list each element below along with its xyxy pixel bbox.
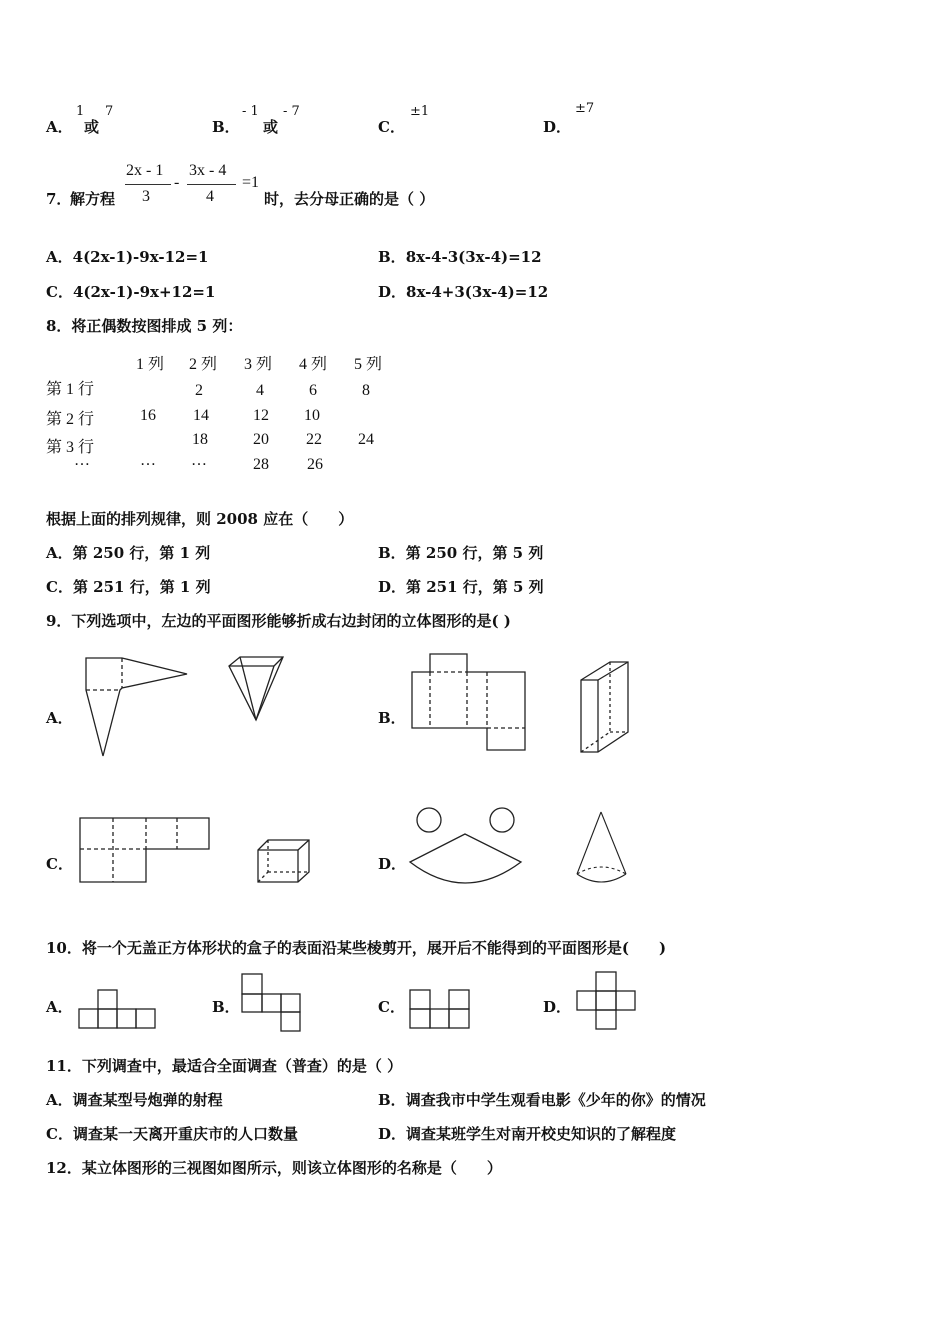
q8-cell: 10 xyxy=(304,407,320,424)
q6-option-b-joiner: 或 xyxy=(263,118,279,136)
q8-cell: 2 xyxy=(195,382,203,399)
q7-frac2-denominator: 4 xyxy=(206,188,214,205)
q9-option-c-label[interactable]: C． xyxy=(46,855,73,873)
q8-row-label-4: … xyxy=(74,452,90,469)
q8-option-c-letter: C． xyxy=(46,578,73,596)
q8-col-header-3: 3 列 xyxy=(244,356,273,373)
q6-option-b-num2: - 7 xyxy=(283,104,300,119)
q7-option-c-letter: C． xyxy=(46,283,73,301)
q8-option-d-text: 第 251 行，第 5 列 xyxy=(406,578,544,596)
q9-a-net-figure xyxy=(84,656,194,760)
q7-minus: - xyxy=(174,174,180,191)
q8-option-c[interactable] xyxy=(46,576,211,597)
q8-option-a-letter: A． xyxy=(46,544,73,562)
q8-col-header-2: 2 列 xyxy=(189,356,218,373)
q7-option-a-text: 4(2x-1)-9x-12=1 xyxy=(72,248,209,266)
q8-col-header-1: 1 列 xyxy=(136,356,165,373)
q7-option-d[interactable] xyxy=(378,281,548,302)
q10-option-a-label[interactable]: A． xyxy=(46,998,73,1016)
q6-option-c-letter: C． xyxy=(378,118,405,136)
q10-option-d-label[interactable]: D． xyxy=(543,998,572,1016)
q8-option-b[interactable] xyxy=(378,542,543,563)
q10-a-net-figure xyxy=(78,988,158,1030)
q8-cell: 20 xyxy=(253,431,269,448)
q7-option-a-letter: A． xyxy=(46,248,73,266)
q8-cell: 4 xyxy=(256,382,264,399)
q6-option-a-joiner: 或 xyxy=(84,118,100,136)
q6-option-d-letter: D． xyxy=(543,118,572,136)
q8-cell: 12 xyxy=(253,407,269,424)
q6-option-a[interactable] xyxy=(46,116,73,137)
q9-b-solid-figure xyxy=(578,660,634,754)
q8-question: 根据上面的排列规律，则 2008 应在（ ） xyxy=(46,510,354,528)
q8-row-label-1: 第 1 行 xyxy=(46,381,95,398)
q6-option-d[interactable] xyxy=(543,116,571,137)
q7-suffix: 时，去分母正确的是（ ） xyxy=(264,190,435,208)
q7-frac1-bar xyxy=(125,184,171,185)
q9-d-net-figure xyxy=(404,804,528,886)
q11-option-c-letter: C． xyxy=(46,1125,73,1143)
q8-col-header-4: 4 列 xyxy=(299,356,328,373)
q8-option-a[interactable] xyxy=(46,542,210,563)
q11-option-c-text: 调查某一天离开重庆市的人口数量 xyxy=(72,1125,298,1143)
q11-option-a-text: 调查某型号炮弹的射程 xyxy=(72,1091,223,1109)
q10-option-b-label[interactable]: B． xyxy=(212,998,240,1016)
q7-frac2-bar xyxy=(187,184,236,185)
q6-option-c[interactable] xyxy=(378,116,405,137)
q6-option-b-letter: B． xyxy=(212,118,240,136)
q7-option-d-text: 8x-4+3(3x-4)=12 xyxy=(406,283,549,301)
q7-frac2-numerator: 3x - 4 xyxy=(189,162,227,179)
q8-cell: 22 xyxy=(306,431,322,448)
q11-option-b-letter: B． xyxy=(378,1091,406,1109)
q8-option-d[interactable] xyxy=(378,576,544,597)
q7-option-b[interactable] xyxy=(378,246,542,267)
q11-option-d-letter: D． xyxy=(378,1125,407,1143)
q11-option-c[interactable] xyxy=(46,1123,298,1144)
q8-cell: 8 xyxy=(362,382,370,399)
q8-cell: 18 xyxy=(192,431,208,448)
q7-option-a[interactable] xyxy=(46,246,209,267)
q9-option-d-label[interactable]: D． xyxy=(378,855,407,873)
q12-stem: 12．某立体图形的三视图如图所示，则该立体图形的名称是（ ） xyxy=(46,1159,502,1177)
q7-option-c[interactable] xyxy=(46,281,215,302)
q11-option-b-text: 调查我市中学生观看电影《少年的你》的情况 xyxy=(405,1091,706,1109)
q6-option-b-num1: - 1 xyxy=(242,104,259,119)
q9-option-a-label[interactable]: A． xyxy=(46,709,73,727)
q8-col-header-5: 5 列 xyxy=(354,356,383,373)
q8-cell: 24 xyxy=(358,431,374,448)
q8-cell: … xyxy=(191,452,207,469)
q9-a-solid-figure xyxy=(226,654,286,724)
q6-option-a-letter: A． xyxy=(46,118,73,136)
q7-option-b-text: 8x-4-3(3x-4)=12 xyxy=(405,248,542,266)
q8-row-label-2: 第 2 行 xyxy=(46,411,95,428)
q6-option-d-num: ±7 xyxy=(575,101,595,116)
q7-option-c-text: 4(2x-1)-9x+12=1 xyxy=(72,283,216,301)
q11-option-a-letter: A． xyxy=(46,1091,73,1109)
q6-option-a-num1: 1 xyxy=(76,104,85,119)
q7-option-b-letter: B． xyxy=(378,248,406,266)
q7-option-d-letter: D． xyxy=(378,283,407,301)
q10-b-net-figure xyxy=(240,972,304,1034)
q9-c-solid-figure xyxy=(256,838,314,886)
q7-equals: =1 xyxy=(242,174,260,191)
q10-option-c-label[interactable]: C． xyxy=(378,998,405,1016)
q9-d-solid-figure xyxy=(574,810,632,888)
q8-option-c-text: 第 251 行，第 1 列 xyxy=(72,578,211,596)
q9-b-net-figure xyxy=(410,652,532,754)
q10-d-net-figure xyxy=(574,970,638,1032)
q6-option-b[interactable] xyxy=(212,116,240,137)
q8-cell: 16 xyxy=(140,407,156,424)
q9-c-net-figure xyxy=(78,816,214,886)
q6-option-c-num: ±1 xyxy=(410,104,430,119)
q9-option-b-label[interactable]: B． xyxy=(378,709,406,727)
q8-cell: … xyxy=(140,452,156,469)
q9-stem: 9．下列选项中，左边的平面图形能够折成右边封闭的立体图形的是( ) xyxy=(46,612,511,630)
q8-row-label-3: 第 3 行 xyxy=(46,439,95,456)
q8-option-a-text: 第 250 行，第 1 列 xyxy=(72,544,211,562)
q11-option-d[interactable] xyxy=(378,1123,676,1144)
q7-number: 7． xyxy=(46,190,72,208)
q10-c-net-figure xyxy=(408,988,472,1030)
q11-stem: 11．下列调查中，最适合全面调查（普查）的是（ ） xyxy=(46,1057,403,1075)
q8-cell: 14 xyxy=(193,407,209,424)
q8-option-d-letter: D． xyxy=(378,578,407,596)
q7-frac1-numerator: 2x - 1 xyxy=(126,162,164,179)
q8-cell: 6 xyxy=(309,382,317,399)
q11-option-b[interactable] xyxy=(378,1089,706,1110)
q11-option-d-text: 调查某班学生对南开校史知识的了解程度 xyxy=(406,1125,677,1143)
q8-stem: 8．将正偶数按图排成 5 列： xyxy=(46,317,243,335)
q8-option-b-text: 第 250 行，第 5 列 xyxy=(405,544,544,562)
q8-cell: 28 xyxy=(253,456,269,473)
q6-option-a-num2: 7 xyxy=(105,104,114,119)
q7-prefix: 解方程 xyxy=(70,190,116,208)
q8-option-b-letter: B． xyxy=(378,544,406,562)
q11-option-a[interactable] xyxy=(46,1089,223,1110)
q10-stem: 10．将一个无盖正方体形状的盒子的表面沿某些棱剪开，展开后不能得到的平面图形是( ) xyxy=(46,939,667,957)
q8-cell: 26 xyxy=(307,456,323,473)
q7-frac1-denominator: 3 xyxy=(142,188,150,205)
